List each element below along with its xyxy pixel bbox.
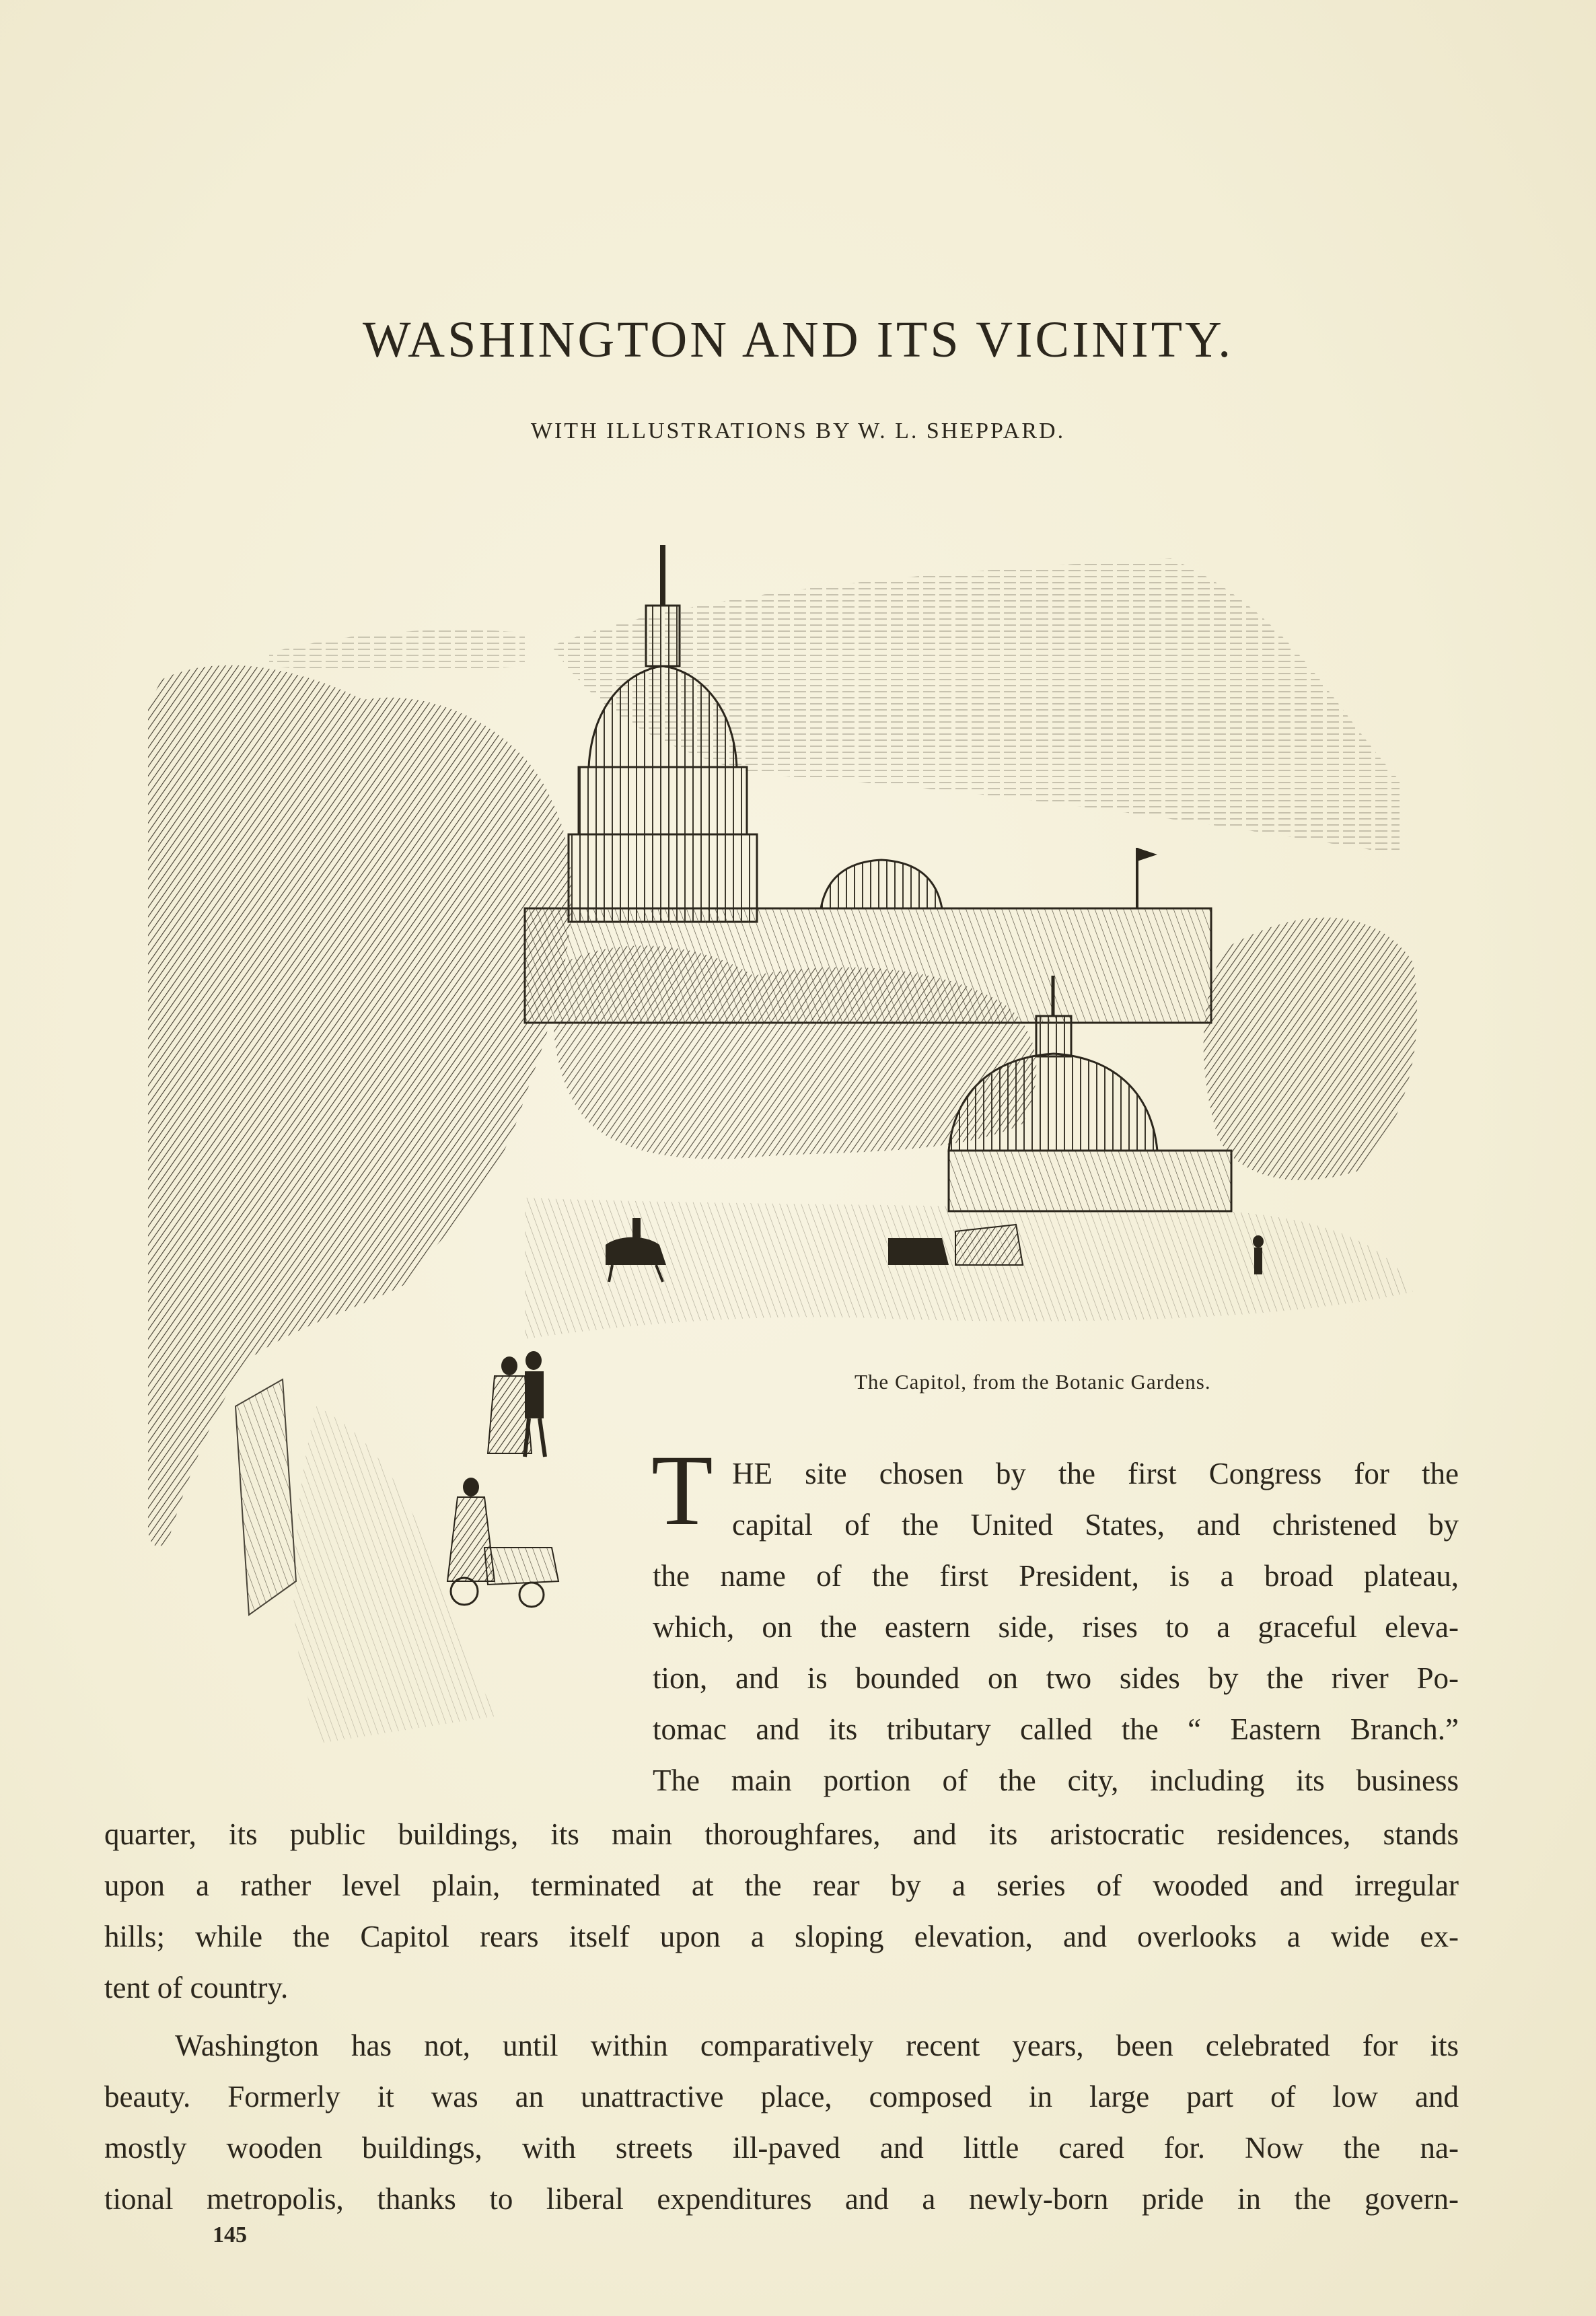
text-line: quarter, its public buildings, its main thoroughfares, and its aristocratic residences, stands [104, 1817, 1459, 1851]
text-line: The main portion of the city, including its business [653, 1764, 1459, 1797]
page-title: WASHINGTON AND ITS VICINITY. [362, 312, 1234, 368]
text-line: tion, and is bounded on two sides by the river Po- [653, 1661, 1459, 1695]
text-line: tent of country. [104, 1971, 289, 2004]
page-number: 145 [213, 2222, 247, 2247]
text-line: which, on the eastern side, rises to a graceful eleva- [653, 1610, 1459, 1644]
text-line: tional metropolis, thanks to liberal expenditures and a newly-born pride in the govern- [104, 2182, 1459, 2216]
paragraph-1-full-width [104, 1809, 1459, 2013]
text-line: the name of the first President, is a broad plateau, [653, 1559, 1459, 1593]
text-line: HE site chosen by the first Congress for the [732, 1457, 1459, 1490]
illustration-caption: The Capitol, from the Botanic Gardens. [855, 1370, 1211, 1394]
drop-cap: T [651, 1435, 713, 1546]
text-line: beauty. Formerly it was an unattractive place, composed in large part of low and [104, 2080, 1459, 2113]
page-subtitle: WITH ILLUSTRATIONS BY W. L. SHEPPARD. [530, 419, 1066, 443]
paragraph-1-column [653, 1448, 1459, 1806]
text-line: hills; while the Capitol rears itself upon a sloping elevation, and overlooks a wide ex- [104, 1920, 1459, 1953]
text-line: Washington has not, until within comparatively recent years, been celebrated for its [175, 2029, 1459, 2062]
text-line: tomac and its tributary called the “ Eastern Branch.” [653, 1712, 1459, 1746]
paragraph-2 [104, 2020, 1459, 2224]
text-line: upon a rather level plain, terminated at the rear by a series of wooded and irregular [104, 1869, 1459, 1902]
text-line: capital of the United States, and christened by [732, 1508, 1459, 1542]
text-line: mostly wooden buildings, with streets ill-paved and little cared for. Now the na- [104, 2131, 1459, 2165]
